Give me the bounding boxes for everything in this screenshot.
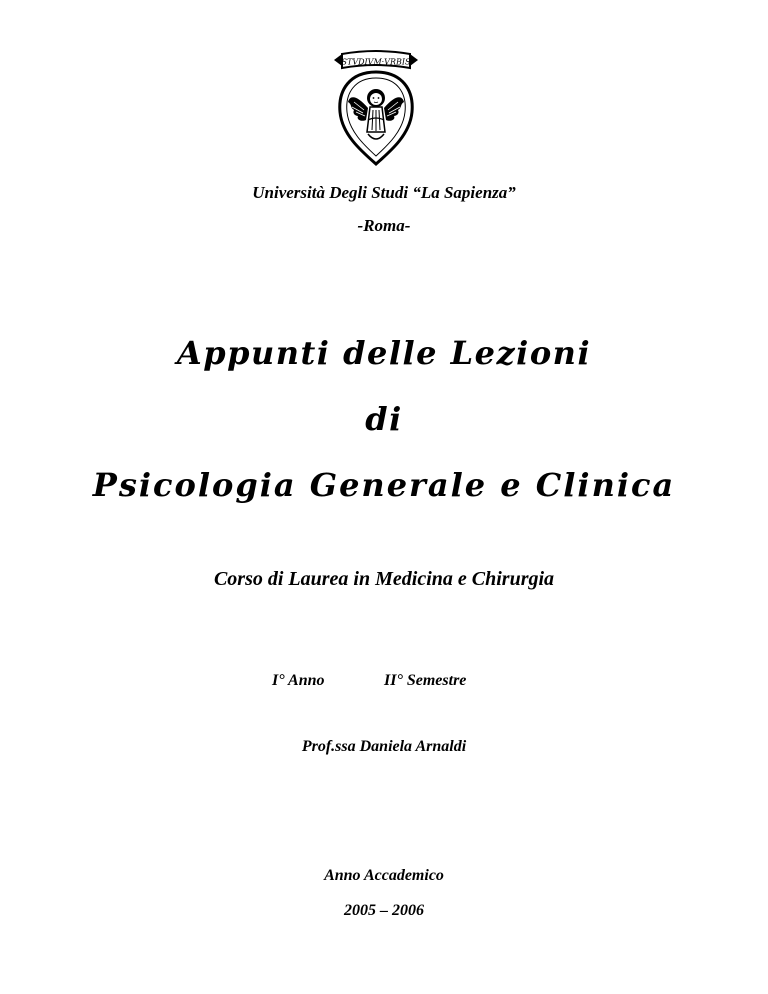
title-line-3: Psicologia Generale e Clinica bbox=[92, 466, 676, 504]
title-line-1: Appunti delle Lezioni bbox=[176, 334, 592, 372]
course-semester: II° Semestre bbox=[384, 672, 467, 689]
university-name: Università Degli Studi “La Sapienza” bbox=[252, 183, 516, 202]
city-name: -Roma- bbox=[357, 216, 411, 235]
academic-year-value: 2005 – 2006 bbox=[344, 902, 424, 919]
title-line-2: di bbox=[365, 400, 403, 438]
university-seal-logo bbox=[328, 50, 424, 166]
svg-text:STVDIVM·VRBIS: STVDIVM·VRBIS bbox=[341, 57, 411, 67]
course-year: I° Anno bbox=[272, 672, 325, 689]
professor-name: Prof.ssa Daniela Arnaldi bbox=[301, 738, 467, 755]
course-name: Corso di Laurea in Medicina e Chirurgia bbox=[213, 568, 555, 590]
academic-year-label: Anno Accademico bbox=[324, 867, 444, 884]
